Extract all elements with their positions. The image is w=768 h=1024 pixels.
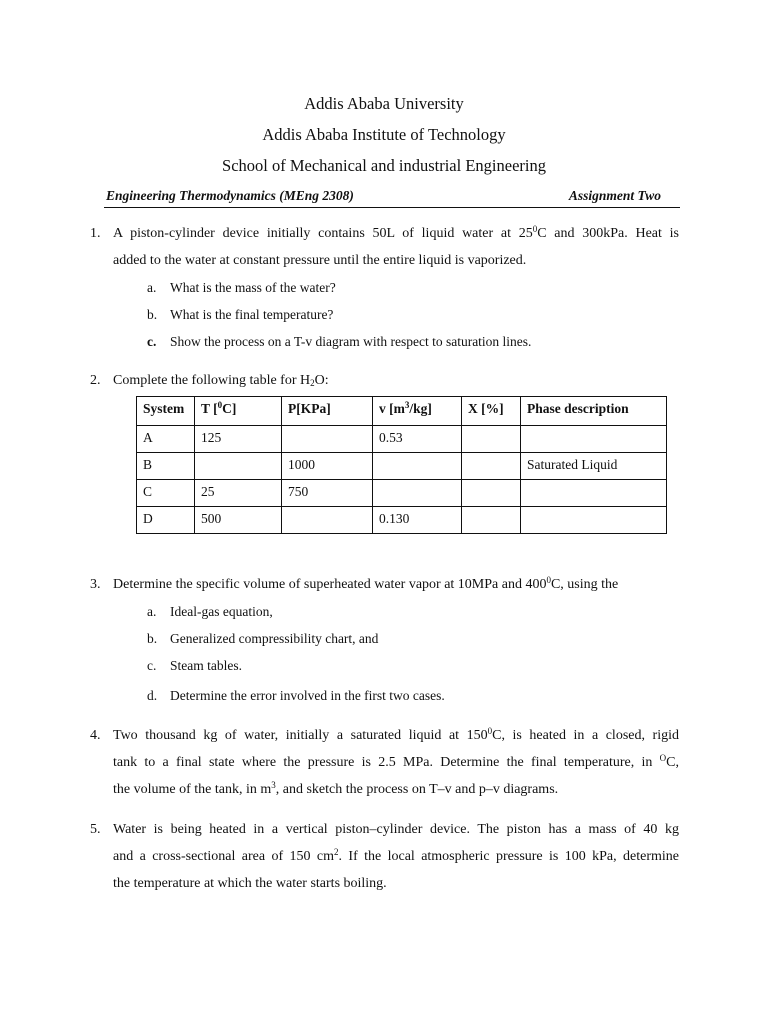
- course-row: [104, 187, 680, 208]
- question-1-line-1: A piston-cylinder device initially contains 50L of liquid water at $25^0C$ and 300kPa. Heat is: [113, 224, 679, 241]
- question-number: 4.: [90, 728, 101, 743]
- question-4-line-1: Two thousand kg of water, initially a saturated liquid at $150^0C$, is heated in a closed, rigid: [113, 726, 679, 743]
- col-system: System: [137, 397, 195, 426]
- col-quality: X [%]: [462, 397, 521, 426]
- question-5-line-3: the temperature at which the water starts boiling.: [113, 876, 387, 891]
- table-row: A 125 0.53: [137, 426, 667, 453]
- question-number: 2.: [90, 373, 101, 388]
- col-temperature: T [$^0$C]: [195, 397, 282, 426]
- table-row: D 500 0.130: [137, 507, 667, 534]
- question-5-line-1: Water is being heated in a vertical piston–cylinder device. The piston has a mass of 40 kg: [113, 822, 679, 837]
- col-phase: Phase description: [521, 397, 667, 426]
- assignment-label: Assignment Two: [568, 188, 661, 203]
- table-header-row: [137, 397, 667, 426]
- question-4-line-2: tank to a final state where the pressure is 2.5 MPa. Determine the final temperature, in $^O$C,: [113, 753, 679, 770]
- table-row: C 25 750: [137, 480, 667, 507]
- university-title: Addis Ababa University: [304, 94, 464, 113]
- question-number: 1.: [90, 226, 101, 241]
- question-2-text: Complete the following table for $H_2O$:: [113, 373, 329, 388]
- course-name: Engineering Thermodynamics (MEng 2308): [106, 188, 354, 203]
- col-specific-volume: v $[m^3/kg]$: [373, 397, 462, 426]
- question-1-line-2: added to the water at constant pressure until the entire liquid is vaporized.: [113, 253, 527, 268]
- question-5-line-2: and a cross-sectional area of 150 $cm^2$. If the local atmospheric pressure is 100 kPa, determine: [113, 847, 679, 864]
- question-number: 5.: [90, 822, 101, 837]
- col-pressure: P[KPa]: [282, 397, 373, 426]
- h2o-table: [136, 396, 667, 534]
- institute-title: Addis Ababa Institute of Technology: [262, 125, 506, 144]
- question-3-text: Determine the specific volume of superheated water vapor at 10MPa and $400^0C$, using the: [113, 575, 619, 592]
- question-4-line-3: the volume of the tank, in $m^3$, and sketch the process on T–v and p–v diagrams.: [113, 780, 559, 797]
- table-row: B 1000 Saturated Liquid: [137, 453, 667, 480]
- school-title: School of Mechanical and industrial Engineering: [222, 156, 546, 175]
- question-number: 3.: [90, 577, 101, 592]
